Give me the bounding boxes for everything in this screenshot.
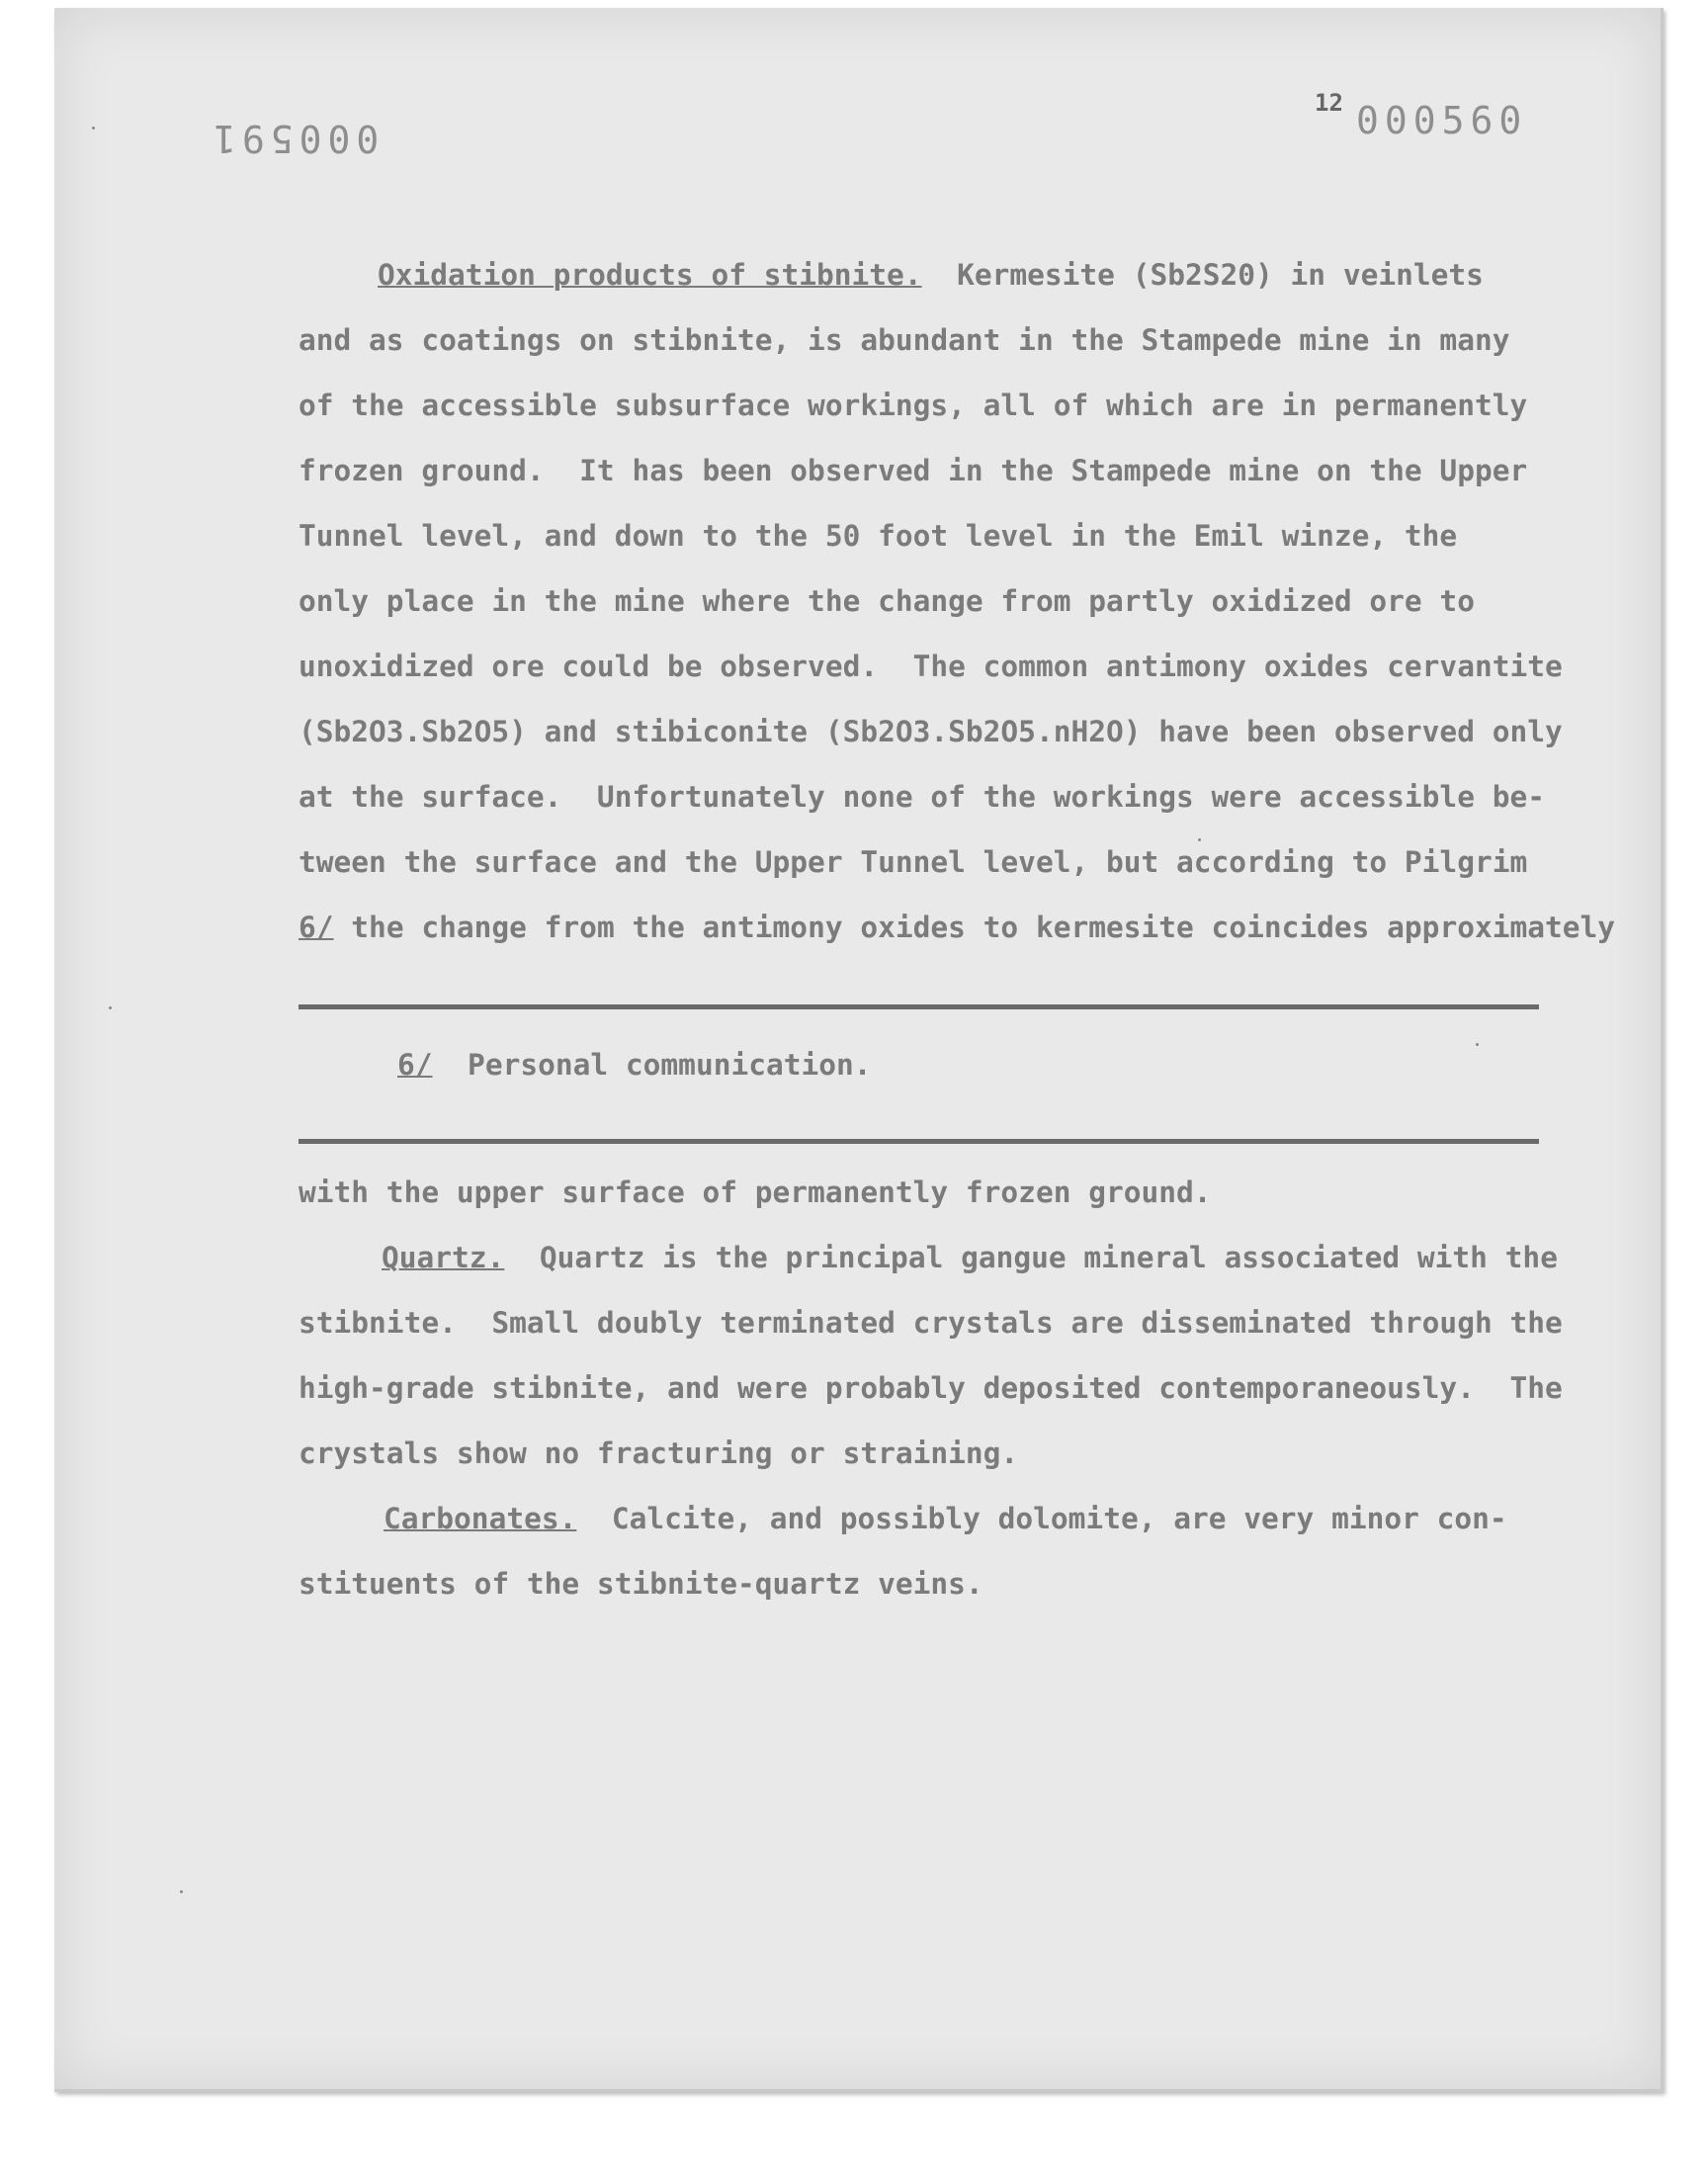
scan-speck <box>1198 838 1201 841</box>
text-line: Quartz is the principal gangue mineral associated with the <box>504 1241 1558 1274</box>
text-line-with-footnote <box>299 895 1615 960</box>
text-line: crystals show no fracturing or straining. <box>299 1436 1019 1470</box>
archive-stamp-left: 000591 <box>208 117 380 160</box>
paragraph-oxidation-line-1 <box>378 242 1484 307</box>
archive-stamp-right: 000560 <box>1356 99 1528 142</box>
text-line: stibnite. Small doubly terminated crystals are disseminated through the <box>299 1306 1563 1340</box>
footnote-rule-top <box>299 1004 1539 1009</box>
text-line: stituents of the stibnite-quartz veins. <box>299 1567 983 1601</box>
scan-speck <box>180 1890 183 1893</box>
text-line: Kermesite (Sb2S20) in veinlets <box>921 258 1484 292</box>
scan-speck <box>109 1006 112 1009</box>
paragraph-carbonates-line-1 <box>384 1486 1507 1551</box>
heading-oxidation-products: Oxidation products of stibnite. <box>378 258 922 292</box>
heading-carbonates: Carbonates. <box>384 1502 577 1535</box>
text-line: unoxidized ore could be observed. The common antimony oxides cervantite <box>299 650 1563 683</box>
text-line: frozen ground. It has been observed in the Stampede mine on the Upper <box>299 454 1528 487</box>
text-line: only place in the mine where the change from partly oxidized ore to <box>299 584 1475 618</box>
footnote-reference: 6/ <box>299 911 334 944</box>
text-line: and as coatings on stibnite, is abundant in the Stampede mine in many <box>299 323 1510 357</box>
footnote-rule-bottom <box>299 1139 1539 1144</box>
heading-quartz: Quartz. <box>382 1241 505 1274</box>
text-line: the change from the antimony oxides to kermesite coincides approximately <box>333 911 1616 944</box>
scan-speck <box>92 127 95 130</box>
text-line: Tunnel level, and down to the 50 foot level in the Emil winze, the <box>299 519 1458 553</box>
footnote-marker: 6/ <box>397 1048 433 1082</box>
text-line: of the accessible subsurface workings, all of which are in permanently <box>299 389 1528 422</box>
text-line: tween the surface and the Upper Tunnel level, but according to Pilgrim <box>299 845 1528 879</box>
paragraph-quartz-line-1 <box>382 1225 1558 1290</box>
page-number: 12 <box>1315 89 1343 117</box>
text-line: at the surface. Unfortunately none of the workings were accessible be- <box>299 780 1545 814</box>
footnote <box>397 1032 872 1097</box>
scan-speck <box>1476 1043 1479 1046</box>
text-line: Calcite, and possibly dolomite, are very minor con- <box>576 1502 1507 1535</box>
text-line: (Sb2O3.Sb2O5) and stibiconite (Sb2O3.Sb2O5.nH2O) have been observed only <box>299 715 1563 748</box>
footnote-text: Personal communication. <box>432 1048 872 1082</box>
text-line: high-grade stibnite, and were probably deposited contemporaneously. The <box>299 1371 1563 1405</box>
text-line: with the upper surface of permanently frozen ground. <box>299 1175 1212 1209</box>
